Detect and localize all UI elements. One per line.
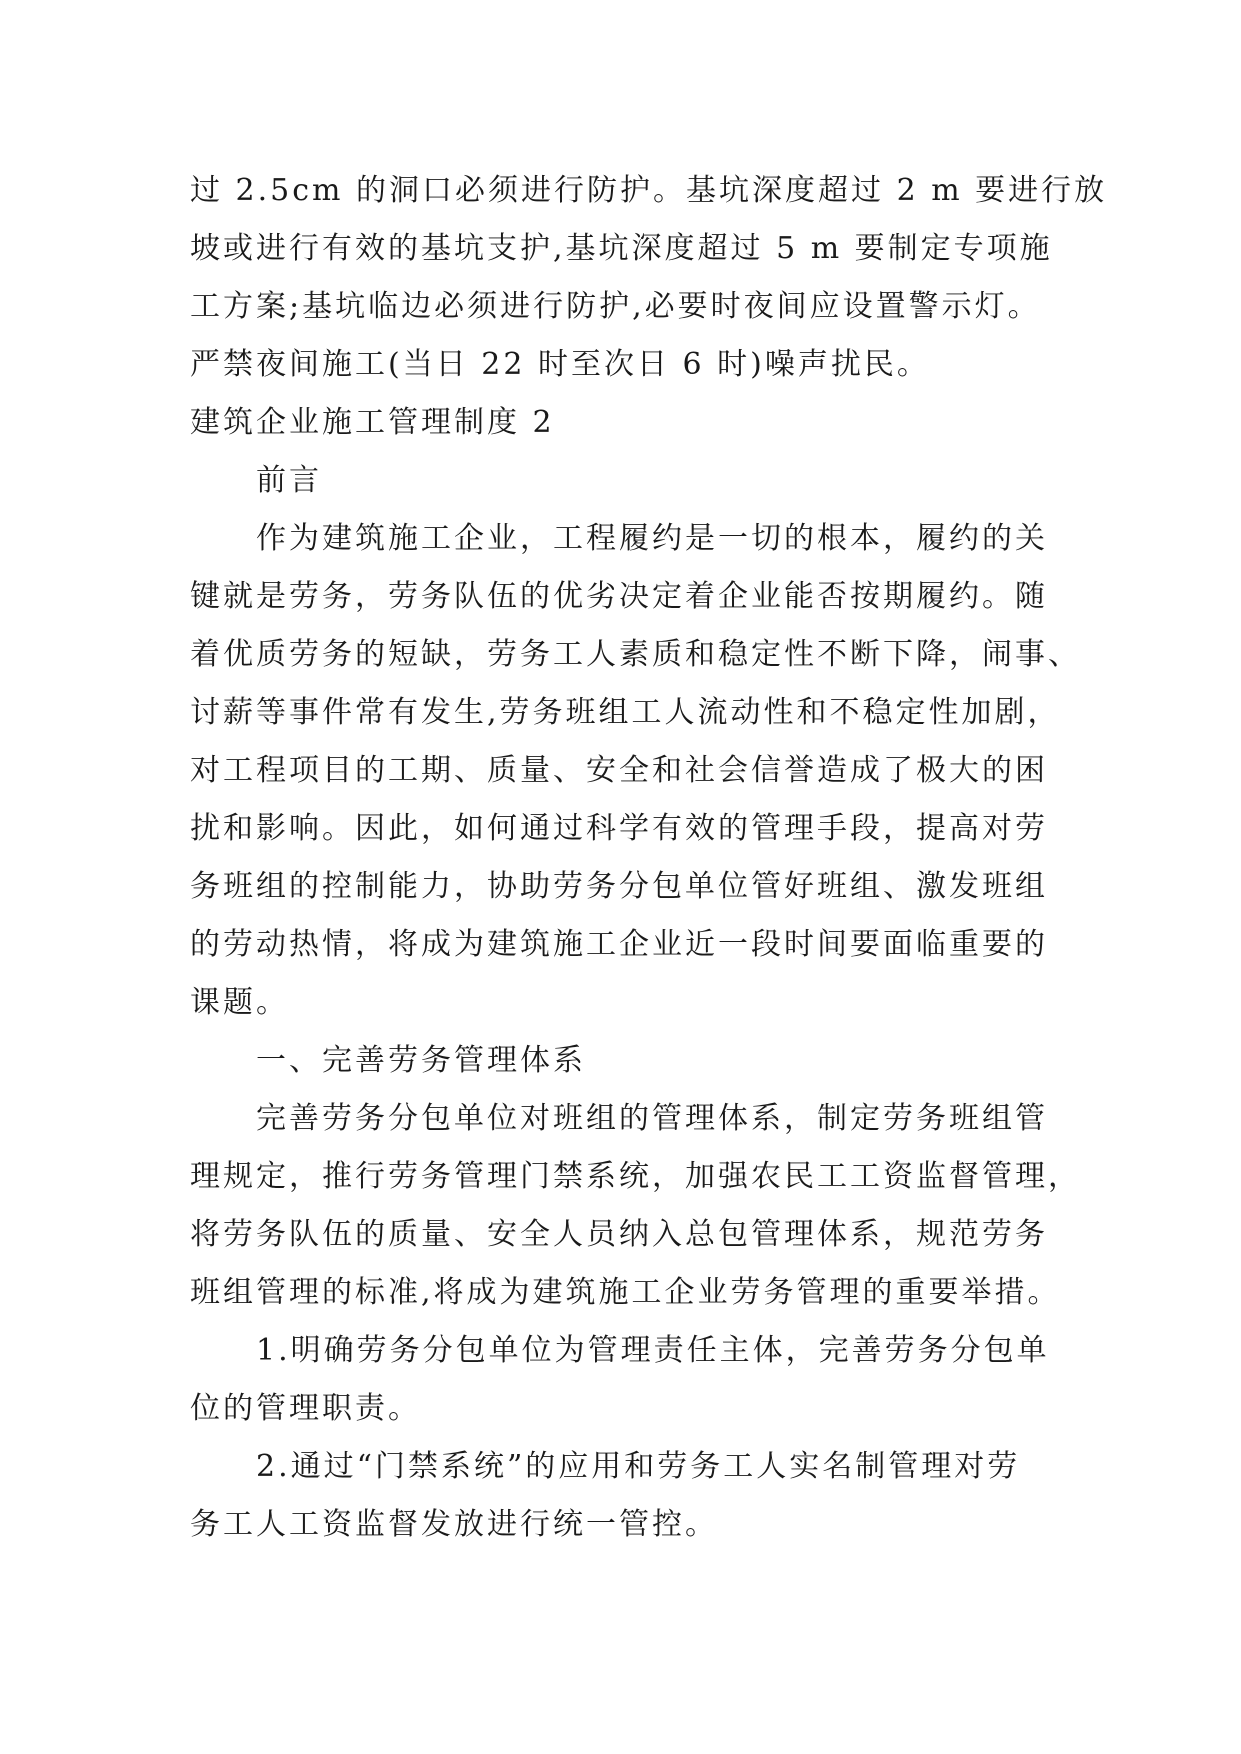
item-2-line: 2.通过“门禁系统”的应用和劳务工人实名制管理对劳 (256, 1449, 1021, 1484)
continuation-line: 工方案;基坑临边必须进行防护,必要时夜间应设置警示灯。 (190, 289, 1041, 324)
preface-line: 务班组的控制能力，协助劳务分包单位管好班组、激发班组 (190, 869, 1048, 904)
preface-line: 对工程项目的工期、质量、安全和社会信誉造成了极大的困 (190, 753, 1048, 788)
part-one-line: 理规定，推行劳务管理门禁系统，加强农民工工资监督管理， (190, 1159, 1081, 1194)
preface-line: 讨薪等事件常有发生,劳务班组工人流动性和不稳定性加剧， (190, 695, 1061, 730)
continuation-line: 过 2.5cm 的洞口必须进行防护。基坑深度超过 2 m 要进行放 (190, 173, 1108, 208)
section-title: 建筑企业施工管理制度 2 (190, 405, 555, 440)
part-one-line: 班组管理的标准,将成为建筑施工企业劳务管理的重要举措。 (190, 1275, 1061, 1310)
part-one-line: 完善劳务分包单位对班组的管理体系，制定劳务班组管 (256, 1101, 1048, 1136)
continuation-line: 严禁夜间施工(当日 22 时至次日 6 时)噪声扰民。 (190, 347, 930, 382)
document-body (190, 162, 1108, 1554)
preface-line: 的劳动热情，将成为建筑施工企业近一段时间要面临重要的 (190, 927, 1048, 962)
preface-line: 作为建筑施工企业，工程履约是一切的根本，履约的关 (256, 521, 1048, 556)
preface-line: 扰和影响。因此，如何通过科学有效的管理手段，提高对劳 (190, 811, 1048, 846)
preface-line: 课题。 (190, 985, 289, 1020)
preface-line: 着优质劳务的短缺，劳务工人素质和稳定性不断下降，闹事、 (190, 637, 1081, 672)
part-one-heading: 一、完善劳务管理体系 (256, 1043, 586, 1078)
continuation-line: 坡或进行有效的基坑支护,基坑深度超过 5 m 要制定专项施 (190, 231, 1053, 266)
part-one-line: 将劳务队伍的质量、安全人员纳入总包管理体系，规范劳务 (190, 1217, 1048, 1252)
item-1-line: 位的管理职责。 (190, 1391, 421, 1426)
item-2-line: 务工人工资监督发放进行统一管控。 (190, 1507, 718, 1542)
item-1-line: 1.明确劳务分包单位为管理责任主体，完善劳务分包单 (256, 1333, 1050, 1368)
preface-line: 键就是劳务，劳务队伍的优劣决定着企业能否按期履约。随 (190, 579, 1048, 614)
preface-heading: 前言 (256, 463, 322, 498)
